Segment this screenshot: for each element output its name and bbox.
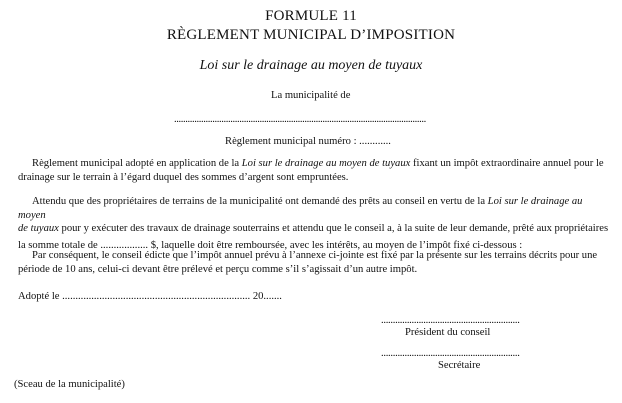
act-name-part2: de tuyaux [18, 223, 59, 235]
president-signature-line: ........................................................... [381, 315, 520, 326]
paragraph-whereas-line3: la somme totale de .................. $, laquelle doit être remboursée, avec les intérêts, au moyen de l’impôt fixé ci-dessous : [18, 239, 523, 251]
paragraph-enactment [18, 157, 610, 184]
paragraph-whereas-line1 [18, 195, 610, 222]
enactment-text-end: fixant un impôt extraordinaire annuel pour le [410, 158, 604, 169]
form-number-title: FORMULE 11 [265, 8, 357, 24]
adopted-date: Adopté le ....................................................................... 20....... [18, 291, 282, 302]
secretary-label: Secrétaire [438, 360, 481, 371]
paragraph-whereas-line2 [18, 222, 610, 236]
seal-placeholder: (Sceau de la municipalité) [14, 379, 125, 390]
whereas-text-cont: pour y exécuter des travaux de drainage souterrains et attendu que le conseil a, à la suite de leur demande, prêté aux propriétaires [58, 223, 609, 235]
form-subtitle: Loi sur le drainage au moyen de tuyaux [199, 58, 423, 73]
paragraph-therefore [18, 249, 610, 276]
paragraph-therefore-line1 [18, 249, 610, 263]
form-title: RÈGLEMENT MUNICIPAL D’IMPOSITION [166, 27, 456, 43]
secretary-signature-line: ........................................................... [381, 348, 520, 359]
whereas-text: Attendu que des propriétaires de terrains de la municipalité ont demandé des prêts au conseil en vertu de la [32, 196, 488, 207]
paragraph-therefore-line2: période de 10 ans, celui-ci devant être prélevé et perçu comme s’il s’agissait d’un autre impôt. [18, 263, 418, 275]
paragraph-enactment-line1 [18, 157, 610, 171]
municipality-blank: ................................................................................................................ [174, 114, 426, 125]
president-label: Président du conseil [405, 327, 491, 338]
act-name: Loi sur le drainage au moyen de tuyaux [241, 158, 411, 169]
paragraph-whereas [18, 195, 610, 252]
act-name-part1: Loi sur le drainage au moyen [18, 196, 583, 221]
therefore-text: Par conséquent, le conseil édicte que l’impôt annuel prévu à l’annexe ci-jointe est fixé par la présente sur les terrains décrits pour une [32, 250, 598, 261]
bylaw-number: Règlement municipal numéro : ............ [225, 136, 391, 147]
paragraph-enactment-line2: drainage sur le terrain à l’égard duquel des sommes d’argent sont empruntées. [18, 171, 349, 183]
municipality-label: La municipalité de [271, 90, 351, 101]
enactment-text: Règlement municipal adopté en application de la [32, 158, 242, 169]
